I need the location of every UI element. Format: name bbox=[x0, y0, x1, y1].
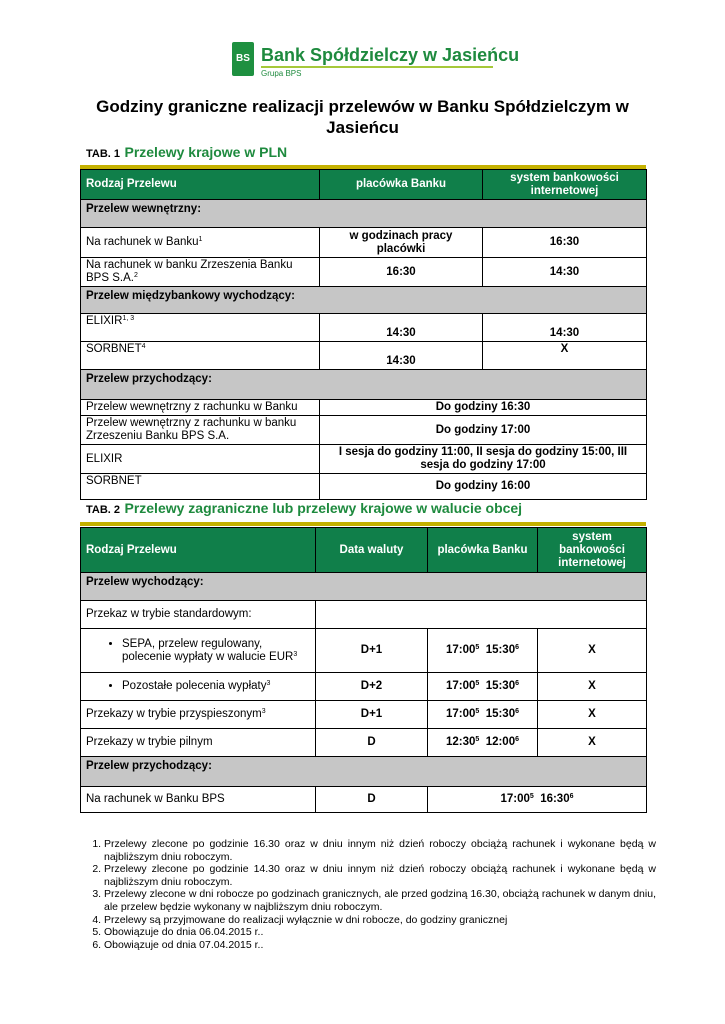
section-row bbox=[81, 370, 647, 400]
incoming-value: Do godziny 17:00 bbox=[320, 416, 647, 445]
online-value: X bbox=[483, 342, 647, 370]
section-row bbox=[81, 573, 647, 601]
table-header-row bbox=[81, 170, 647, 200]
row-label: • SEPA, przelew regulowany, polecenie wypłaty w walucie EUR$^3$ bbox=[81, 629, 316, 673]
table-row bbox=[81, 228, 647, 258]
row-label: Przekaz w trybie standardowym: bbox=[81, 601, 316, 629]
branch-value: $17:00^5$ $15:30^6$ bbox=[428, 701, 538, 729]
incoming-value: Do godziny 16:30 bbox=[320, 400, 647, 416]
section-incoming: Przelew przychodzący: bbox=[81, 370, 647, 400]
row-label: ELIXIR$^{1, 3}$ bbox=[81, 314, 320, 342]
branch-value: 14:30 bbox=[320, 314, 483, 342]
logo-underline bbox=[261, 66, 493, 68]
table-row bbox=[81, 258, 647, 287]
table-row bbox=[81, 729, 647, 757]
bank-name: Bank Spółdzielczy w Jasieńcu bbox=[261, 45, 520, 65]
section-row bbox=[81, 287, 647, 314]
tab1-label bbox=[86, 144, 287, 162]
tab2-table bbox=[80, 527, 647, 813]
row-label: Na rachunek w banku Zrzeszenia Banku BPS S.A.$^2$ bbox=[81, 258, 320, 287]
table-row bbox=[81, 474, 647, 500]
col-header-branch: placówka Banku bbox=[320, 170, 483, 200]
tab1-number: TAB. 1 bbox=[86, 148, 121, 160]
row-label: Przelew wewnętrzny z rachunku w banku Zrzeszeniu Banku BPS S.A. bbox=[81, 416, 320, 445]
online-value: 14:30 bbox=[483, 258, 647, 287]
table-row bbox=[81, 629, 647, 673]
row-label: Przekazy w trybie pilnym bbox=[81, 729, 316, 757]
footnote: 4. Przelewy są przyjmowane do realizacji wyłącznie w dni robocze, do godziny granicznej bbox=[104, 914, 656, 927]
branch-value: 16:30 bbox=[320, 258, 483, 287]
row-label: ELIXIR bbox=[81, 445, 320, 474]
footnote: 3. Przelewy zlecone w dni robocze po godzinach granicznych, ale przed godziną 16.30, obciążą rachunek w danym dniu, ale przelew będzie wykonany w najbliższym dniu roboczym. bbox=[104, 888, 656, 913]
online-value: 16:30 bbox=[483, 228, 647, 258]
row-label: • Pozostałe polecenia wypłaty$^3$ bbox=[81, 673, 316, 701]
col-header-online: system bankowości internetowej bbox=[538, 528, 647, 573]
branch-value: $17:00^5$ $15:30^6$ bbox=[428, 629, 538, 673]
footnote: 1. Przelewy zlecone po godzinie 16.30 oraz w dniu innym niż dzień roboczy obciążą rachunek i wykonane będą w najbliższym dniu roboczym. bbox=[104, 838, 656, 863]
branch-value: 14:30 bbox=[320, 342, 483, 370]
section-row bbox=[81, 200, 647, 228]
tab2-title: Przelewy zagraniczne lub przelewy krajowe w walucie obcej bbox=[124, 500, 523, 516]
incoming-value: Do godziny 16:00 bbox=[320, 474, 647, 500]
branch-online-value: $17:00^5$ $16:30^6$ bbox=[428, 787, 647, 813]
row-label: Na rachunek w Banku BPS bbox=[81, 787, 316, 813]
value-date: D+1 bbox=[316, 629, 428, 673]
footnotes-list bbox=[86, 838, 656, 951]
col-header-type: Rodzaj Przelewu bbox=[81, 170, 320, 200]
value-date: D+2 bbox=[316, 673, 428, 701]
branch-value: w godzinach pracy placówki bbox=[320, 228, 483, 258]
value-date: D bbox=[316, 729, 428, 757]
page-title: Godziny graniczne realizacji przelewów w Banku Spółdzielczym w Jasieńcu bbox=[96, 97, 629, 137]
group-name: Grupa BPS bbox=[261, 69, 302, 78]
tab1-table bbox=[80, 169, 647, 500]
footnote: 6. Obowiązuje od dnia 07.04.2015 r.. bbox=[104, 939, 656, 952]
table-row bbox=[81, 445, 647, 474]
table-row bbox=[81, 314, 647, 342]
section-internal: Przelew wewnętrzny: bbox=[81, 200, 647, 228]
row-label: SORBNET bbox=[81, 474, 320, 500]
table-row bbox=[81, 342, 647, 370]
table-row bbox=[81, 416, 647, 445]
col-header-date: Data waluty bbox=[316, 528, 428, 573]
row-label: Przekazy w trybie przyspieszonym$^3$ bbox=[81, 701, 316, 729]
section-outgoing: Przelew wychodzący: bbox=[81, 573, 647, 601]
online-value: X bbox=[538, 629, 647, 673]
online-value: X bbox=[538, 701, 647, 729]
row-label: SORBNET$^4$ bbox=[81, 342, 320, 370]
tab2-label bbox=[86, 500, 522, 518]
value-date: D bbox=[316, 787, 428, 813]
row-label: Na rachunek w Banku$^1$ bbox=[81, 228, 320, 258]
row-label: Przelew wewnętrzny z rachunku w Banku bbox=[81, 400, 320, 416]
table-row bbox=[81, 400, 647, 416]
branch-value: $17:00^5$ $15:30^6$ bbox=[428, 673, 538, 701]
value-date: D+1 bbox=[316, 701, 428, 729]
table-row bbox=[81, 701, 647, 729]
table-row bbox=[81, 673, 647, 701]
col-header-online: system bankowości internetowej bbox=[483, 170, 647, 200]
table-header-row bbox=[81, 528, 647, 573]
online-value: 14:30 bbox=[483, 314, 647, 342]
col-header-type: Rodzaj Przelewu bbox=[81, 528, 316, 573]
incoming-value: I sesja do godziny 11:00, II sesja do godziny 15:00, III sesja do godziny 17:00 bbox=[320, 445, 647, 474]
col-header-branch: placówka Banku bbox=[428, 528, 538, 573]
tab2-number: TAB. 2 bbox=[86, 504, 121, 516]
section-row bbox=[81, 757, 647, 787]
section-incoming: Przelew przychodzący: bbox=[81, 757, 647, 787]
tab1-title: Przelewy krajowe w PLN bbox=[124, 144, 288, 160]
footnote: 5. Obowiązuje do dnia 06.04.2015 r.. bbox=[104, 926, 656, 939]
online-value: X bbox=[538, 673, 647, 701]
tab2-top-bar bbox=[80, 522, 646, 526]
table-row bbox=[81, 787, 647, 813]
footnote: 2. Przelewy zlecone po godzinie 14.30 oraz w dniu innym niż dzień roboczy obciążą rachunek i wykonane będą w najbliższym dniu roboczym. bbox=[104, 863, 656, 888]
online-value: X bbox=[538, 729, 647, 757]
table-row bbox=[81, 601, 647, 629]
branch-value: $12:30^5$ $12:00^6$ bbox=[428, 729, 538, 757]
empty-cell bbox=[316, 601, 647, 629]
section-interbank: Przelew międzybankowy wychodzący: bbox=[81, 287, 647, 314]
bps-logo-icon: BS bbox=[232, 42, 254, 76]
